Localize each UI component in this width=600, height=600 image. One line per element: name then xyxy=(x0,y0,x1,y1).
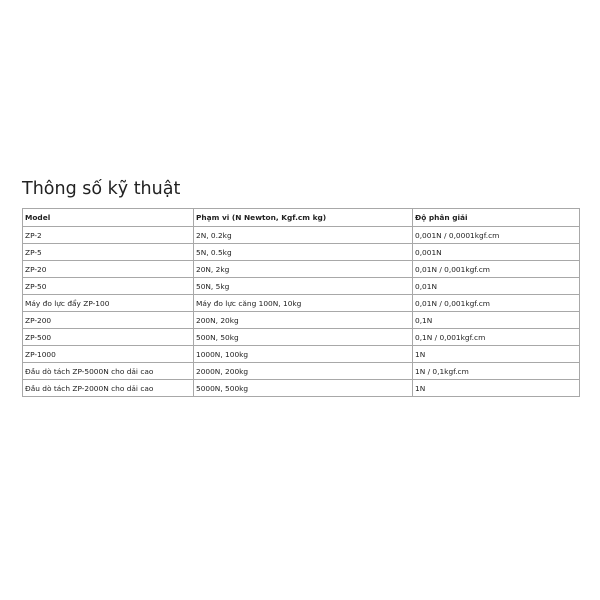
cell-model: ZP-20 xyxy=(23,261,194,278)
spec-title: Thông số kỹ thuật xyxy=(22,179,181,199)
cell-range: 2000N, 200kg xyxy=(194,363,413,380)
header-range: Phạm vi (N Newton, Kgf.cm kg) xyxy=(194,209,413,227)
table-row xyxy=(23,278,580,295)
spec-section xyxy=(22,178,579,397)
table-row xyxy=(23,346,580,363)
cell-range: 5000N, 500kg xyxy=(194,380,413,397)
cell-range: 500N, 50kg xyxy=(194,329,413,346)
cell-model: Đầu dò tách ZP-5000N cho dải cao xyxy=(23,363,194,380)
cell-resolution: 0,01N xyxy=(413,278,580,295)
cell-range: 2N, 0.2kg xyxy=(194,227,413,244)
cell-model: ZP-2 xyxy=(23,227,194,244)
cell-resolution: 0,001N xyxy=(413,244,580,261)
table-row xyxy=(23,244,580,261)
spec-table xyxy=(22,208,580,397)
table-row xyxy=(23,227,580,244)
table-row xyxy=(23,363,580,380)
table-row xyxy=(23,329,580,346)
cell-range: 1000N, 100kg xyxy=(194,346,413,363)
cell-model: ZP-500 xyxy=(23,329,194,346)
table-row xyxy=(23,380,580,397)
cell-range: 200N, 20kg xyxy=(194,312,413,329)
cell-model: Đầu dò tách ZP-2000N cho dải cao xyxy=(23,380,194,397)
cell-resolution: 0,1N / 0,001kgf.cm xyxy=(413,329,580,346)
table-row xyxy=(23,312,580,329)
cell-model: ZP-50 xyxy=(23,278,194,295)
header-resolution: Độ phân giải xyxy=(413,209,580,227)
cell-resolution: 0,1N xyxy=(413,312,580,329)
table-row xyxy=(23,261,580,278)
cell-range: 50N, 5kg xyxy=(194,278,413,295)
table-header-row xyxy=(23,209,580,227)
cell-range: Máy đo lực căng 100N, 10kg xyxy=(194,295,413,312)
cell-range: 20N, 2kg xyxy=(194,261,413,278)
cell-range: 5N, 0.5kg xyxy=(194,244,413,261)
cell-resolution: 1N xyxy=(413,346,580,363)
cell-model: ZP-1000 xyxy=(23,346,194,363)
cell-resolution: 1N / 0,1kgf.cm xyxy=(413,363,580,380)
cell-model: Máy đo lực đẩy ZP-100 xyxy=(23,295,194,312)
cell-resolution: 0,01N / 0,001kgf.cm xyxy=(413,261,580,278)
cell-resolution: 0,001N / 0,0001kgf.cm xyxy=(413,227,580,244)
cell-model: ZP-200 xyxy=(23,312,194,329)
table-row xyxy=(23,295,580,312)
cell-resolution: 0,01N / 0,001kgf.cm xyxy=(413,295,580,312)
cell-resolution: 1N xyxy=(413,380,580,397)
header-model: Model xyxy=(23,209,194,227)
cell-model: ZP-5 xyxy=(23,244,194,261)
